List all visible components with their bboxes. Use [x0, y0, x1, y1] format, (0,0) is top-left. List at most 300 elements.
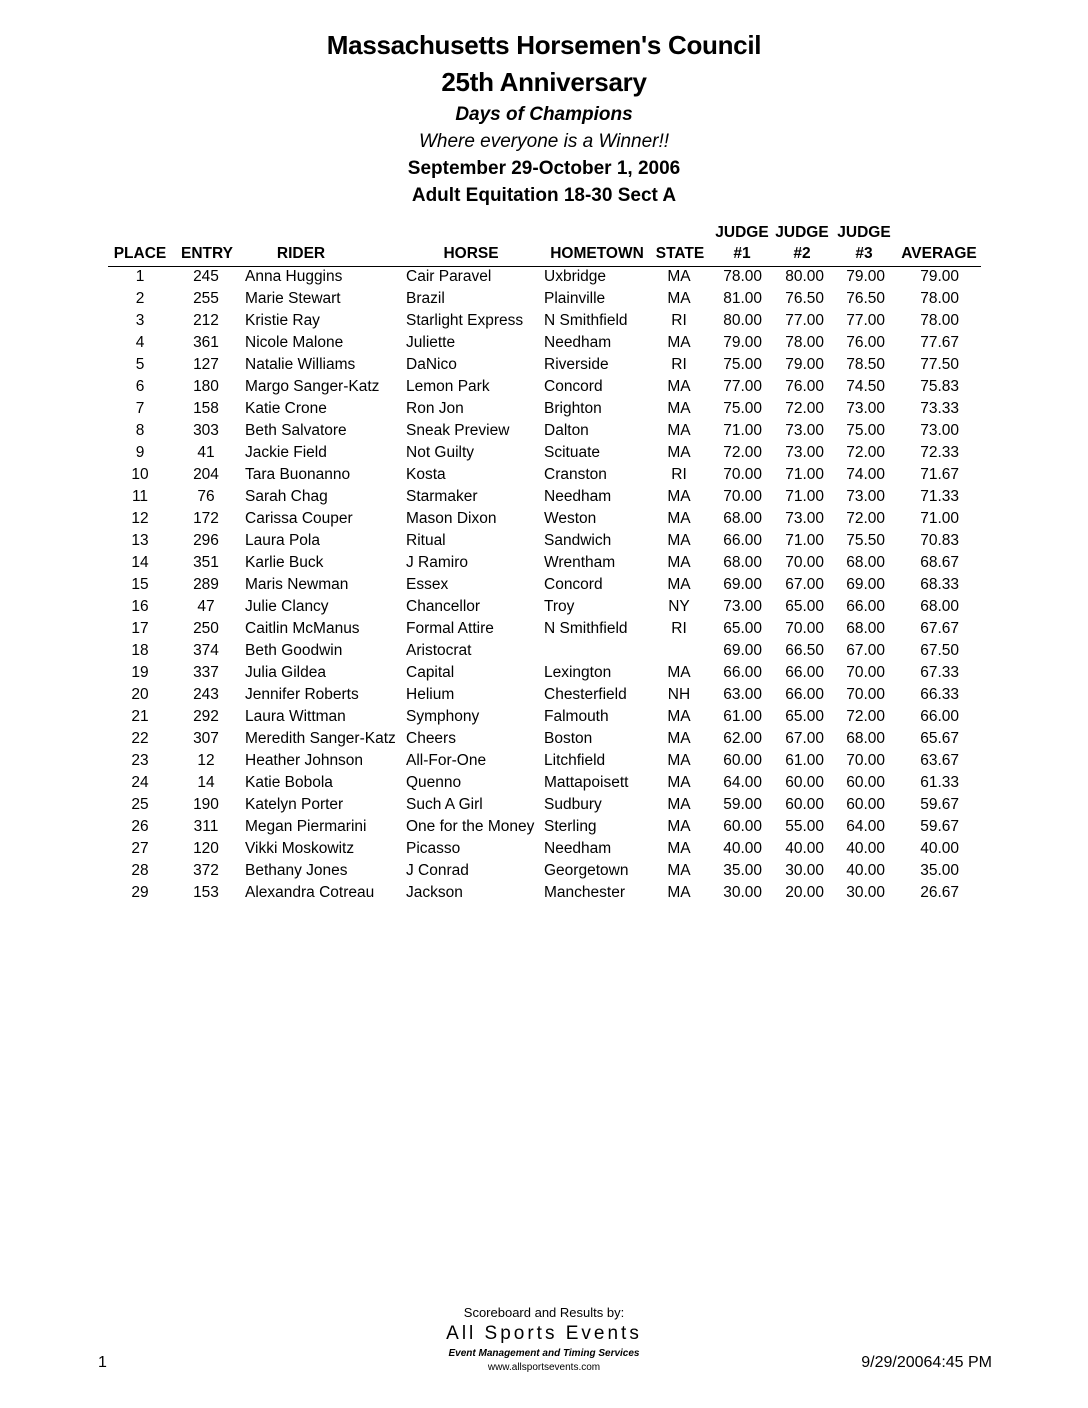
judge3-score-cell: 68.00	[846, 554, 885, 571]
state-cell: MA	[667, 378, 691, 395]
hometown-cell: Riverside	[544, 356, 609, 373]
hometown-header: HOMETOWN	[550, 245, 644, 262]
hometown-cell: Manchester	[544, 884, 625, 901]
rider-cell: Meredith Sanger-Katz	[245, 730, 396, 747]
state-header: STATE	[655, 245, 705, 262]
average-score-cell: 73.33	[920, 400, 959, 417]
horse-cell: Cheers	[406, 730, 456, 747]
entry-cell: 361	[193, 334, 219, 351]
rider-cell: Alexandra Cotreau	[245, 884, 375, 901]
place-cell: 29	[131, 884, 149, 901]
judge3-score-cell: 69.00	[846, 576, 885, 593]
event-subtitle: Days of Champions	[455, 104, 633, 125]
entry-cell: 292	[193, 708, 219, 725]
horse-cell: Helium	[406, 686, 455, 703]
hometown-cell: Weston	[544, 510, 597, 527]
judge2-score-cell: 66.00	[785, 686, 824, 703]
state-cell: MA	[667, 884, 691, 901]
judge2-score-cell: 60.00	[785, 774, 824, 791]
judge3-score-cell: 72.00	[846, 444, 885, 461]
entry-cell: 296	[193, 532, 219, 549]
table-row	[0, 620, 1088, 642]
place-cell: 26	[131, 818, 149, 835]
judge2-header-top: JUDGE	[775, 224, 829, 241]
horse-cell: Not Guilty	[406, 444, 475, 461]
state-cell: MA	[667, 510, 691, 527]
place-cell: 28	[131, 862, 149, 879]
judge1-score-cell: 60.00	[723, 818, 762, 835]
judge3-score-cell: 75.50	[846, 532, 885, 549]
judge3-score-cell: 76.50	[846, 290, 885, 307]
rider-cell: Laura Wittman	[245, 708, 346, 725]
judge2-score-cell: 73.00	[785, 444, 824, 461]
place-cell: 27	[131, 840, 149, 857]
place-cell: 2	[135, 290, 145, 307]
horse-cell: Ron Jon	[406, 400, 464, 417]
entry-cell: 243	[193, 686, 219, 703]
rider-cell: Marie Stewart	[245, 290, 341, 307]
horse-cell: Starmaker	[406, 488, 478, 505]
place-cell: 11	[131, 488, 149, 505]
average-score-cell: 67.33	[920, 664, 959, 681]
horse-cell: Aristocrat	[406, 642, 472, 659]
table-row	[0, 488, 1088, 510]
table-row	[0, 444, 1088, 466]
horse-cell: Starlight Express	[406, 312, 524, 329]
average-score-cell: 63.67	[920, 752, 959, 769]
judge1-score-cell: 64.00	[723, 774, 762, 791]
judge2-score-cell: 30.00	[785, 862, 824, 879]
state-cell: MA	[667, 730, 691, 747]
state-cell: MA	[667, 774, 691, 791]
place-cell: 7	[135, 400, 145, 417]
place-cell: 14	[131, 554, 149, 571]
average-score-cell: 26.67	[920, 884, 959, 901]
judge2-score-cell: 80.00	[785, 268, 824, 285]
hometown-cell: N Smithfield	[544, 312, 628, 329]
state-cell: MA	[667, 488, 691, 505]
average-score-cell: 73.00	[920, 422, 959, 439]
average-score-cell: 66.00	[920, 708, 959, 725]
hometown-cell: Needham	[544, 334, 612, 351]
hometown-cell: Falmouth	[544, 708, 609, 725]
judge3-score-cell: 70.00	[846, 664, 885, 681]
entry-cell: 303	[193, 422, 219, 439]
judge2-score-cell: 67.00	[785, 576, 824, 593]
rider-cell: Carissa Couper	[245, 510, 353, 527]
judge1-score-cell: 79.00	[723, 334, 762, 351]
hometown-cell: Concord	[544, 576, 603, 593]
average-score-cell: 71.33	[920, 488, 959, 505]
judge1-score-cell: 60.00	[723, 752, 762, 769]
judge3-score-cell: 70.00	[846, 752, 885, 769]
rider-cell: Julie Clancy	[245, 598, 329, 615]
table-row	[0, 356, 1088, 378]
judge1-score-cell: 69.00	[723, 642, 762, 659]
judge2-score-cell: 70.00	[785, 554, 824, 571]
rider-cell: Jennifer Roberts	[245, 686, 359, 703]
horse-cell: Such A Girl	[406, 796, 483, 813]
average-score-cell: 66.33	[920, 686, 959, 703]
judge1-score-cell: 61.00	[723, 708, 762, 725]
average-score-cell: 71.67	[920, 466, 959, 483]
horse-cell: Brazil	[406, 290, 445, 307]
entry-cell: 250	[193, 620, 219, 637]
event-tagline: Where everyone is a Winner!!	[418, 131, 670, 152]
entry-cell: 190	[193, 796, 219, 813]
entry-cell: 289	[193, 576, 219, 593]
place-cell: 20	[131, 686, 149, 703]
place-cell: 24	[131, 774, 149, 791]
judge2-score-cell: 77.00	[785, 312, 824, 329]
table-row	[0, 532, 1088, 554]
state-cell: MA	[667, 290, 691, 307]
judge3-score-cell: 74.00	[846, 466, 885, 483]
state-cell: MA	[667, 708, 691, 725]
average-score-cell: 59.67	[920, 818, 959, 835]
judge2-score-cell: 76.50	[785, 290, 824, 307]
state-cell: MA	[667, 862, 691, 879]
rider-cell: Laura Pola	[245, 532, 320, 549]
page-number: 1	[98, 1354, 107, 1371]
entry-cell: 14	[197, 774, 215, 791]
judge2-score-cell: 66.50	[785, 642, 824, 659]
entry-cell: 120	[193, 840, 219, 857]
judge2-score-cell: 40.00	[785, 840, 824, 857]
company-url: www.allsportsevents.com	[487, 1362, 601, 1373]
entry-cell: 307	[193, 730, 219, 747]
average-score-cell: 65.67	[920, 730, 959, 747]
judge2-header-bottom: #2	[793, 245, 811, 262]
judge2-score-cell: 71.00	[785, 532, 824, 549]
judge2-score-cell: 20.00	[785, 884, 824, 901]
state-cell: NH	[667, 686, 691, 703]
hometown-cell: Scituate	[544, 444, 601, 461]
organization-title: Massachusetts Horsemen's Council	[326, 30, 762, 60]
entry-cell: 180	[193, 378, 219, 395]
place-cell: 18	[131, 642, 149, 659]
judge1-score-cell: 59.00	[723, 796, 762, 813]
average-score-cell: 59.67	[920, 796, 959, 813]
judge1-score-cell: 40.00	[723, 840, 762, 857]
judge2-score-cell: 66.00	[785, 664, 824, 681]
judge1-score-cell: 70.00	[723, 466, 762, 483]
average-score-cell: 35.00	[920, 862, 959, 879]
table-row	[0, 664, 1088, 686]
rider-cell: Heather Johnson	[245, 752, 364, 769]
state-cell: RI	[671, 312, 687, 329]
hometown-cell: Troy	[544, 598, 575, 615]
average-score-cell: 68.00	[920, 598, 959, 615]
table-row	[0, 312, 1088, 334]
judge3-score-cell: 77.00	[846, 312, 885, 329]
horse-cell: Mason Dixon	[406, 510, 497, 527]
judge3-score-cell: 68.00	[846, 730, 885, 747]
event-dates: September 29-October 1, 2006	[407, 158, 681, 179]
rider-cell: Karlie Buck	[245, 554, 324, 571]
hometown-cell: Boston	[544, 730, 593, 747]
hometown-cell: Concord	[544, 378, 603, 395]
judge2-score-cell: 71.00	[785, 488, 824, 505]
state-cell: MA	[667, 840, 691, 857]
state-cell: RI	[671, 356, 687, 373]
judge3-score-cell: 64.00	[846, 818, 885, 835]
judge2-score-cell: 73.00	[785, 510, 824, 527]
average-score-cell: 67.67	[920, 620, 959, 637]
horse-cell: Quenno	[406, 774, 462, 791]
average-score-cell: 61.33	[920, 774, 959, 791]
company-tagline: Event Management and Timing Services	[448, 1348, 640, 1359]
judge3-score-cell: 75.00	[846, 422, 885, 439]
state-cell: MA	[667, 422, 691, 439]
place-cell: 5	[135, 356, 145, 373]
print-timestamp: 9/29/20064:45 PM	[861, 1354, 992, 1371]
entry-cell: 172	[193, 510, 219, 527]
place-cell: 9	[135, 444, 145, 461]
place-cell: 3	[135, 312, 145, 329]
judge2-score-cell: 79.00	[785, 356, 824, 373]
horse-header: HORSE	[443, 245, 499, 262]
entry-cell: 76	[197, 488, 215, 505]
hometown-cell: Litchfield	[544, 752, 606, 769]
judge1-score-cell: 65.00	[723, 620, 762, 637]
judge2-score-cell: 71.00	[785, 466, 824, 483]
judge1-score-cell: 69.00	[723, 576, 762, 593]
judge1-score-cell: 66.00	[723, 664, 762, 681]
table-row	[0, 774, 1088, 796]
rider-cell: Jackie Field	[245, 444, 327, 461]
average-score-cell: 71.00	[920, 510, 959, 527]
rider-cell: Nicole Malone	[245, 334, 344, 351]
judge3-header-bottom: #3	[855, 245, 873, 262]
rider-cell: Tara Buonanno	[245, 466, 351, 483]
average-score-cell: 77.50	[920, 356, 959, 373]
table-row	[0, 708, 1088, 730]
entry-cell: 351	[193, 554, 219, 571]
rider-cell: Vikki Moskowitz	[245, 840, 355, 857]
horse-cell: DaNico	[406, 356, 457, 373]
average-score-cell: 77.67	[920, 334, 959, 351]
horse-cell: All-For-One	[406, 752, 487, 769]
state-cell: MA	[667, 818, 691, 835]
average-score-cell: 72.33	[920, 444, 959, 461]
entry-cell: 204	[193, 466, 219, 483]
state-cell: MA	[667, 532, 691, 549]
table-row	[0, 576, 1088, 598]
horse-cell: J Conrad	[406, 862, 469, 879]
judge1-score-cell: 30.00	[723, 884, 762, 901]
horse-cell: Symphony	[406, 708, 480, 725]
state-cell: MA	[667, 664, 691, 681]
judge1-header-top: JUDGE	[715, 224, 769, 241]
table-row	[0, 290, 1088, 312]
rider-cell: Katie Bobola	[245, 774, 333, 791]
rider-cell: Sarah Chag	[245, 488, 328, 505]
judge1-score-cell: 68.00	[723, 510, 762, 527]
state-cell: MA	[667, 334, 691, 351]
state-cell: MA	[667, 268, 691, 285]
average-score-cell: 68.33	[920, 576, 959, 593]
judge2-score-cell: 70.00	[785, 620, 824, 637]
average-score-cell: 70.83	[920, 532, 959, 549]
average-score-cell: 75.83	[920, 378, 959, 395]
judge3-score-cell: 79.00	[846, 268, 885, 285]
hometown-cell: Plainville	[544, 290, 606, 307]
entry-cell: 337	[193, 664, 219, 681]
anniversary-title: 25th Anniversary	[441, 67, 647, 97]
judge1-score-cell: 78.00	[723, 268, 762, 285]
company-logo-name: All Sports Events	[446, 1323, 642, 1344]
hometown-cell: Brighton	[544, 400, 602, 417]
table-row	[0, 796, 1088, 818]
judge1-header-bottom: #1	[733, 245, 751, 262]
table-row	[0, 334, 1088, 356]
place-cell: 25	[131, 796, 149, 813]
place-cell: 13	[131, 532, 149, 549]
judge2-score-cell: 78.00	[785, 334, 824, 351]
horse-cell: Juliette	[406, 334, 456, 351]
state-cell: RI	[671, 620, 687, 637]
judge3-score-cell: 78.50	[846, 356, 885, 373]
judge1-score-cell: 72.00	[723, 444, 762, 461]
hometown-cell: Cranston	[544, 466, 607, 483]
table-row	[0, 840, 1088, 862]
judge1-score-cell: 75.00	[723, 356, 762, 373]
rider-cell: Katelyn Porter	[245, 796, 344, 813]
table-row	[0, 598, 1088, 620]
judge1-score-cell: 75.00	[723, 400, 762, 417]
judge3-score-cell: 30.00	[846, 884, 885, 901]
hometown-cell: Mattapoisett	[544, 774, 629, 791]
judge3-score-cell: 72.00	[846, 510, 885, 527]
class-name: Adult Equitation 18-30 Sect A	[411, 185, 677, 206]
judge3-score-cell: 40.00	[846, 840, 885, 857]
table-row	[0, 686, 1088, 708]
entry-cell: 374	[193, 642, 219, 659]
judge2-score-cell: 72.00	[785, 400, 824, 417]
table-row	[0, 422, 1088, 444]
judge3-score-cell: 74.50	[846, 378, 885, 395]
rider-cell: Beth Goodwin	[245, 642, 343, 659]
rider-cell: Bethany Jones	[245, 862, 348, 879]
entry-cell: 41	[197, 444, 215, 461]
horse-cell: Essex	[406, 576, 449, 593]
judge1-score-cell: 68.00	[723, 554, 762, 571]
horse-cell: Picasso	[406, 840, 461, 857]
table-row	[0, 862, 1088, 884]
state-cell: RI	[671, 466, 687, 483]
hometown-cell: Needham	[544, 488, 612, 505]
rider-cell: Megan Piermarini	[245, 818, 367, 835]
rider-header: RIDER	[276, 245, 326, 262]
average-score-cell: 40.00	[920, 840, 959, 857]
place-cell: 19	[131, 664, 149, 681]
judge3-score-cell: 60.00	[846, 796, 885, 813]
place-cell: 6	[135, 378, 145, 395]
judge2-score-cell: 76.00	[785, 378, 824, 395]
place-cell: 23	[131, 752, 149, 769]
place-cell: 4	[135, 334, 145, 351]
entry-cell: 12	[197, 752, 215, 769]
entry-cell: 372	[193, 862, 219, 879]
judge1-score-cell: 62.00	[723, 730, 762, 747]
entry-cell: 245	[193, 268, 219, 285]
horse-cell: J Ramiro	[406, 554, 469, 571]
rider-cell: Beth Salvatore	[245, 422, 347, 439]
judge3-score-cell: 40.00	[846, 862, 885, 879]
rider-cell: Caitlin McManus	[245, 620, 360, 637]
horse-cell: Capital	[406, 664, 455, 681]
scoreboard-label: Scoreboard and Results by:	[463, 1305, 625, 1320]
judge2-score-cell: 73.00	[785, 422, 824, 439]
judge3-score-cell: 76.00	[846, 334, 885, 351]
judge3-score-cell: 67.00	[846, 642, 885, 659]
judge2-score-cell: 60.00	[785, 796, 824, 813]
table-header-row	[0, 245, 1088, 265]
judge2-score-cell: 61.00	[785, 752, 824, 769]
hometown-cell: Dalton	[544, 422, 589, 439]
hometown-cell: Georgetown	[544, 862, 629, 879]
judge3-score-cell: 66.00	[846, 598, 885, 615]
horse-cell: Kosta	[406, 466, 446, 483]
rider-cell: Kristie Ray	[245, 312, 320, 329]
rider-cell: Natalie Williams	[245, 356, 356, 373]
judge3-score-cell: 68.00	[846, 620, 885, 637]
place-cell: 15	[131, 576, 149, 593]
table-row	[0, 466, 1088, 488]
average-score-cell: 68.67	[920, 554, 959, 571]
state-cell: MA	[667, 796, 691, 813]
judge3-score-cell: 73.00	[846, 400, 885, 417]
place-cell: 16	[131, 598, 149, 615]
place-cell: 1	[135, 268, 145, 285]
average-score-cell: 78.00	[920, 290, 959, 307]
average-header: AVERAGE	[901, 245, 977, 262]
hometown-cell: Uxbridge	[544, 268, 607, 285]
table-row	[0, 400, 1088, 422]
place-cell: 10	[131, 466, 149, 483]
hometown-cell: Wrentham	[544, 554, 616, 571]
judge2-score-cell: 65.00	[785, 708, 824, 725]
place-cell: 21	[131, 708, 149, 725]
judge2-score-cell: 55.00	[785, 818, 824, 835]
place-cell: 22	[131, 730, 149, 747]
entry-cell: 153	[193, 884, 219, 901]
entry-cell: 127	[193, 356, 219, 373]
table-row	[0, 378, 1088, 400]
judge1-score-cell: 70.00	[723, 488, 762, 505]
rider-cell: Margo Sanger-Katz	[245, 378, 380, 395]
average-score-cell: 67.50	[920, 642, 959, 659]
horse-cell: One for the Money	[406, 818, 535, 835]
table-row	[0, 642, 1088, 664]
state-cell: NY	[668, 598, 690, 615]
horse-cell: Cair Paravel	[406, 268, 492, 285]
state-cell: MA	[667, 444, 691, 461]
average-score-cell: 79.00	[920, 268, 959, 285]
judge3-score-cell: 73.00	[846, 488, 885, 505]
rider-cell: Julia Gildea	[245, 664, 326, 681]
table-row	[0, 268, 1088, 290]
judge1-score-cell: 73.00	[723, 598, 762, 615]
judge3-score-cell: 72.00	[846, 708, 885, 725]
table-row	[0, 554, 1088, 576]
state-cell: MA	[667, 400, 691, 417]
header-divider	[108, 266, 981, 267]
table-row	[0, 818, 1088, 840]
entry-cell: 47	[197, 598, 215, 615]
judge1-score-cell: 81.00	[723, 290, 762, 307]
